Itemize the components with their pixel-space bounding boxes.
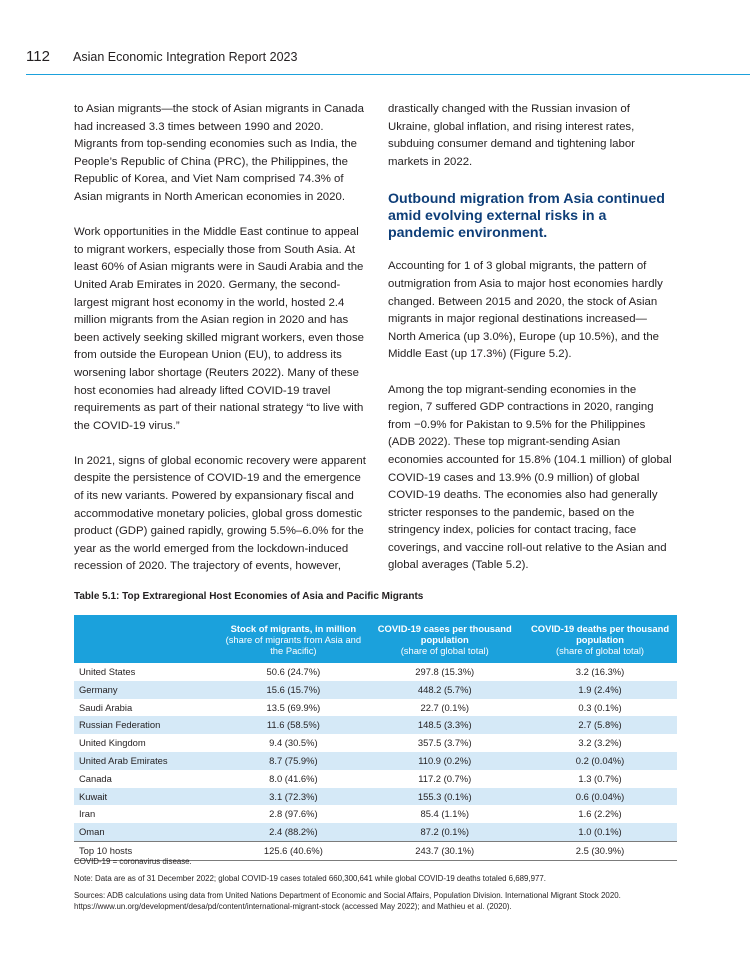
cell-stock: 50.6 (24.7%) xyxy=(266,666,321,677)
paragraph: In 2021, signs of global economic recovery were apparent despite the persistence of COVID-19 and the emergence of its new variants. Powered by expansionary fiscal and accommodative monetary policies, global gross domestic product (GDP) gained rapidly, growing 5.5%–6.0% for the year as the world emerged from the lockdown-induced recession of 2020. The trajectory of events, however, xyxy=(74,454,366,573)
table-notes xyxy=(74,856,694,918)
host-economies-table xyxy=(74,615,677,861)
table-row xyxy=(74,734,677,752)
table-title: Table 5.1: Top Extraregional Host Economies of Asia and Pacific Migrants xyxy=(74,591,424,602)
table-header-row xyxy=(74,615,677,663)
cell-cases: 87.2 (0.1%) xyxy=(420,826,469,838)
cell-deaths: 1.3 (0.7%) xyxy=(578,772,622,784)
cell-deaths: 2.7 (5.8%) xyxy=(578,719,622,731)
table-row xyxy=(74,716,677,734)
table-row xyxy=(74,752,677,770)
paragraph: to Asian migrants—the stock of Asian migrants in Canada had increased 3.3 times between 1990 and 2020. Migrants from top-sending economies such as India, the People’s Republic of China (PRC), the Philippines, the Republic of Korea, and Viet Nam comprised 74.3% of Asian migrants in North American economies in 2020. xyxy=(74,103,364,203)
paragraph: drastically changed with the Russian invasion of Ukraine, global inflation, and rising interest rates, subduing consumer demand and tightening labor markets in 2022. xyxy=(388,103,635,168)
cell-stock: 2.8 (97.6%) xyxy=(269,808,318,820)
cell-stock: 8.0 (41.6%) xyxy=(269,772,318,784)
cell-economy: Saudi Arabia xyxy=(79,701,133,713)
cell-deaths: 2.5 (30.9%) xyxy=(523,841,677,860)
table-row xyxy=(74,823,677,841)
cell-economy: United Arab Emirates xyxy=(79,754,168,766)
cell-deaths: 0.2 (0.04%) xyxy=(575,754,625,766)
header-deaths xyxy=(523,615,677,663)
cell-cases: 85.4 (1.1%) xyxy=(420,808,469,820)
paragraph: Work opportunities in the Middle East continue to appeal to migrant workers, especially those from South Asia. At least 60% of Asian migrants were in Saudi Arabia and the United Arab Emirates in 2020. Germany, the second-largest migrant host economy in the world, hosted 2.4 million migrants from the Asian region in 2020 and has been actively seeking skilled migrant workers, even those from outside the European Union (EU), to address its worsening labor shortage (Reuters 2022). Many of these host economies had already lifted COVID-19 travel requirements as part of their national strategy “to live with the COVID-19 virus.” xyxy=(74,226,364,432)
cell-cases: 117.2 (0.7%) xyxy=(418,772,472,784)
cell-stock: 9.4 (30.5%) xyxy=(269,737,318,749)
cell-cases: 148.5 (3.3%) xyxy=(417,719,472,731)
cell-economy: Oman xyxy=(79,826,105,838)
header-economy xyxy=(74,615,220,663)
table-row xyxy=(74,788,677,806)
cell-stock: 125.6 (40.6%) xyxy=(220,841,366,860)
cell-cases: 110.9 (0.2%) xyxy=(418,754,472,766)
table-row xyxy=(74,770,677,788)
header-sub: (share of migrants from Asia and the Pacific) xyxy=(225,633,362,656)
abbreviation-note: COVID-19 = coronavirus disease. xyxy=(74,857,192,866)
cell-cases: 448.2 (5.7%) xyxy=(417,683,472,695)
right-column xyxy=(388,101,674,575)
cell-cases: 243.7 (30.1%) xyxy=(366,841,523,860)
cell-stock: 3.1 (72.3%) xyxy=(269,790,318,802)
cell-stock: 11.6 (58.5%) xyxy=(266,719,320,731)
cell-economy: Kuwait xyxy=(79,790,108,802)
left-column xyxy=(74,101,366,576)
cell-deaths: 3.2 (16.3%) xyxy=(575,666,625,677)
paragraph: Among the top migrant-sending economies in the region, 7 suffered GDP contractions in 2020, ranging from −0.9% for Pakistan to 9.5% for the Philippines (ADB 2022). These top migrant-sending Asian economies accounted for 15.8% (104.1 million) of global COVID-19 cases and 13.9% (0.9 million) of global COVID-19 deaths. The economies also had generally stricter responses to the pandemic, based on the stringency index, policies for contact tracing, face coverings, and vaccine roll-out relative to the Asian and global averages (Table 5.2). xyxy=(388,383,672,572)
header-stock xyxy=(220,615,366,663)
table-row xyxy=(74,805,677,823)
cell-economy: United Kingdom xyxy=(79,737,146,749)
cell-cases: 357.5 (3.7%) xyxy=(417,737,472,749)
cell-cases: 155.3 (0.1%) xyxy=(417,790,472,802)
cell-deaths: 0.3 (0.1%) xyxy=(578,701,622,713)
page-number: 112 xyxy=(26,48,50,65)
data-note: Note: Data are as of 31 December 2022; global COVID-19 cases totaled 660,300,641 while global COVID-19 deaths totaled 6,689,977. xyxy=(74,874,546,883)
table-row xyxy=(74,681,677,699)
cell-economy: Top 10 hosts xyxy=(74,841,220,860)
header-main: COVID-19 deaths per thousand population xyxy=(531,622,670,645)
cell-deaths: 3.2 (3.2%) xyxy=(578,737,622,749)
cell-economy: Russian Federation xyxy=(79,719,161,731)
cell-economy: Canada xyxy=(79,772,112,784)
cell-cases: 22.7 (0.1%) xyxy=(420,701,469,713)
cell-economy: United States xyxy=(79,666,136,677)
header-main: COVID-19 cases per thousand population xyxy=(377,622,512,645)
header-sub: (share of global total) xyxy=(555,644,645,656)
report-title: Asian Economic Integration Report 2023 xyxy=(73,50,298,64)
cell-deaths: 1.0 (0.1%) xyxy=(578,826,622,838)
table-row xyxy=(74,699,677,717)
cell-deaths: 1.9 (2.4%) xyxy=(578,683,622,695)
cell-stock: 13.5 (69.9%) xyxy=(266,701,321,713)
section-heading: Outbound migration from Asia continued amid evolving external risks in a pandemic environment. xyxy=(388,191,665,242)
cell-economy: Germany xyxy=(79,683,118,695)
page-header xyxy=(26,48,750,75)
cell-deaths: 1.6 (2.2%) xyxy=(578,808,622,820)
table-row xyxy=(74,663,677,681)
cell-economy: Iran xyxy=(79,808,96,820)
cell-stock: 2.4 (88.2%) xyxy=(269,826,318,838)
cell-stock: 15.6 (15.7%) xyxy=(266,683,321,695)
paragraph: Accounting for 1 of 3 global migrants, the pattern of outmigration from Asia to major host economies hardly changed. Between 2015 and 2020, the stock of Asian migrants in major regional destinations increased—North America (up 3.0%), Europe (up 10.5%), and the Middle East (up 17.3%) (Figure 5.2). xyxy=(388,260,663,361)
header-sub: (share of global total) xyxy=(400,644,489,656)
sources-note: Sources: ADB calculations using data from United Nations Department of Economic and Social Affairs, Population Division. International Migrant Stock 2020. https://www.un.org/development/desa/pd/content/international-migrant-stock (accessed May 2022); and Mathieu et al. (2020). xyxy=(74,891,621,911)
cell-cases: 297.8 (15.3%) xyxy=(415,666,475,677)
header-cases xyxy=(366,615,523,663)
cell-deaths: 0.6 (0.04%) xyxy=(575,790,625,802)
header-main: Stock of migrants, in million xyxy=(230,622,357,634)
cell-stock: 8.7 (75.9%) xyxy=(269,754,318,766)
